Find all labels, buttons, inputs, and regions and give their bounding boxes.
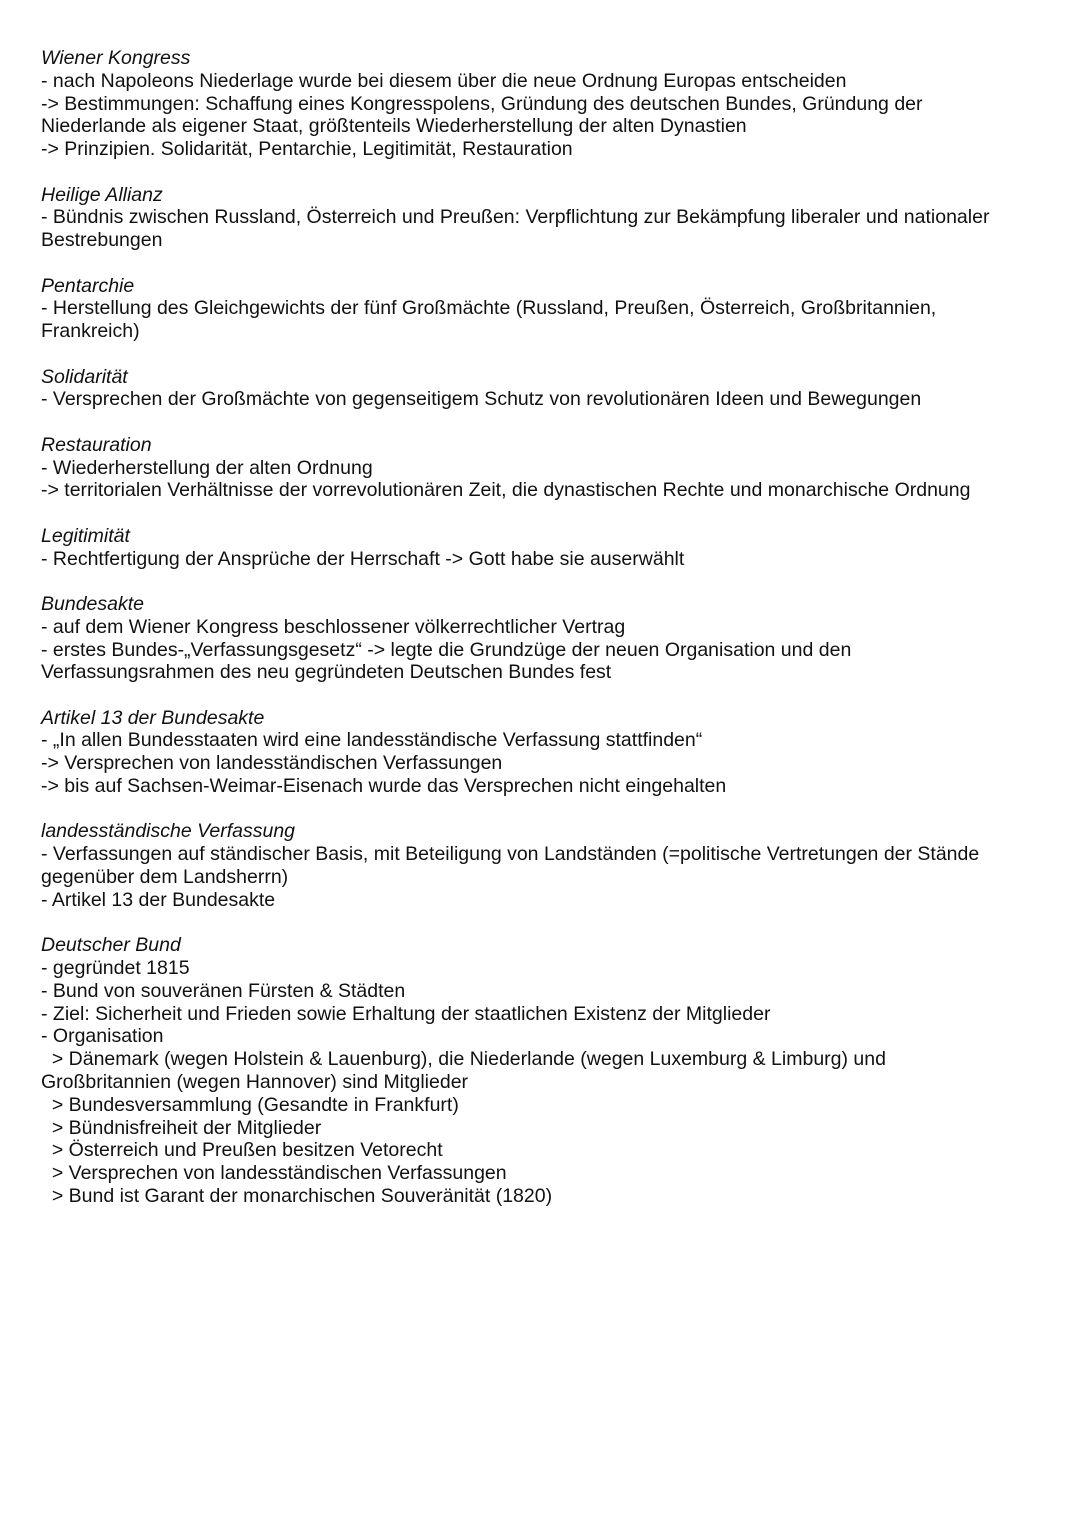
text-line: > Bundesversammlung (Gesandte in Frankfurt) <box>41 1093 459 1116</box>
text-line: - auf dem Wiener Kongress beschlossener völkerrechtlicher Vertrag <box>41 615 626 638</box>
text-line: - Bund von souveränen Fürsten & Städten <box>41 979 406 1002</box>
text-line: Großbritannien (wegen Hannover) sind Mitglieder <box>41 1071 469 1094</box>
text-line: > Bündnisfreiheit der Mitglieder <box>41 1116 322 1139</box>
text-line: > Dänemark (wegen Holstein & Lauenburg), die Niederlande (wegen Luxemburg & Limburg) und <box>41 1048 886 1071</box>
text-line: - Versprechen der Großmächte von gegenseitigem Schutz von revolutionären Ideen und Bewegungen <box>41 388 922 411</box>
section-heading: Restauration <box>41 433 152 456</box>
section-heading: Solidarität <box>41 365 128 388</box>
document-page <box>41 47 1051 1230</box>
text-line: - gegründet 1815 <box>41 957 190 980</box>
text-line: gegenüber dem Landsherrn) <box>41 866 289 889</box>
section <box>41 275 1051 343</box>
text-line: -> Versprechen von landesständischen Verfassungen <box>41 752 503 775</box>
section-heading: Heilige Allianz <box>41 183 163 206</box>
section-heading: Deutscher Bund <box>41 934 181 957</box>
text-line: -> Bestimmungen: Schaffung eines Kongresspolens, Gründung des deutschen Bundes, Gründung der <box>41 92 923 115</box>
section <box>41 434 1051 502</box>
section-heading: landesständische Verfassung <box>41 820 296 843</box>
text-line: > Österreich und Preußen besitzen Vetorecht <box>41 1139 443 1162</box>
section-heading: Wiener Kongress <box>41 47 191 69</box>
text-line: - Verfassungen auf ständischer Basis, mit Beteiligung von Landständen (=politische Vertretungen der Stände <box>41 843 980 866</box>
section-heading: Legitimität <box>41 524 130 547</box>
text-line: - Ziel: Sicherheit und Frieden sowie Erhaltung der staatlichen Existenz der Mitglieder <box>41 1002 771 1025</box>
text-line: Frankreich) <box>41 320 140 343</box>
text-line: -> Prinzipien. Solidarität, Pentarchie, Legitimität, Restauration <box>41 138 573 161</box>
text-line: - Rechtfertigung der Ansprüche der Herrschaft -> Gott habe sie auserwählt <box>41 547 685 570</box>
text-line: Bestrebungen <box>41 229 163 252</box>
text-line: Verfassungsrahmen des neu gegründeten Deutschen Bundes fest <box>41 661 612 684</box>
text-line: -> bis auf Sachsen-Weimar-Eisenach wurde das Versprechen nicht eingehalten <box>41 775 727 798</box>
section <box>41 707 1051 798</box>
text-line: - Artikel 13 der Bundesakte <box>41 888 276 911</box>
text-line: > Bund ist Garant der monarchischen Souveränität (1820) <box>41 1185 553 1208</box>
text-line: -> territorialen Verhältnisse der vorrevolutionären Zeit, die dynastischen Rechte und monarchische Ordnung <box>41 479 971 502</box>
text-line: Niederlande als eigener Staat, größtenteils Wiederherstellung der alten Dynastien <box>41 115 747 138</box>
section <box>41 934 1051 1208</box>
text-line: - Bündnis zwischen Russland, Österreich und Preußen: Verpflichtung zur Bekämpfung liberaler und nationaler <box>41 206 990 229</box>
text-line: - Wiederherstellung der alten Ordnung <box>41 456 373 479</box>
text-line: - nach Napoleons Niederlage wurde bei diesem über die neue Ordnung Europas entscheiden <box>41 69 847 92</box>
section <box>41 184 1051 252</box>
section-heading: Pentarchie <box>41 274 135 297</box>
section <box>41 593 1051 684</box>
section <box>41 525 1051 571</box>
section <box>41 366 1051 412</box>
text-line: - „In allen Bundesstaaten wird eine landesständische Verfassung stattfinden“ <box>41 729 703 752</box>
text-line: - erstes Bundes-„Verfassungsgesetz“ -> legte die Grundzüge der neuen Organisation und den <box>41 638 852 661</box>
section-heading: Artikel 13 der Bundesakte <box>41 706 265 729</box>
section-heading: Bundesakte <box>41 592 144 615</box>
section <box>41 47 1051 161</box>
text-line: > Versprechen von landesständischen Verfassungen <box>41 1162 507 1185</box>
text-line: - Organisation <box>41 1025 164 1048</box>
text-line: - Herstellung des Gleichgewichts der fünf Großmächte (Russland, Preußen, Österreich, Großbritannien, <box>41 297 937 320</box>
section <box>41 820 1051 911</box>
